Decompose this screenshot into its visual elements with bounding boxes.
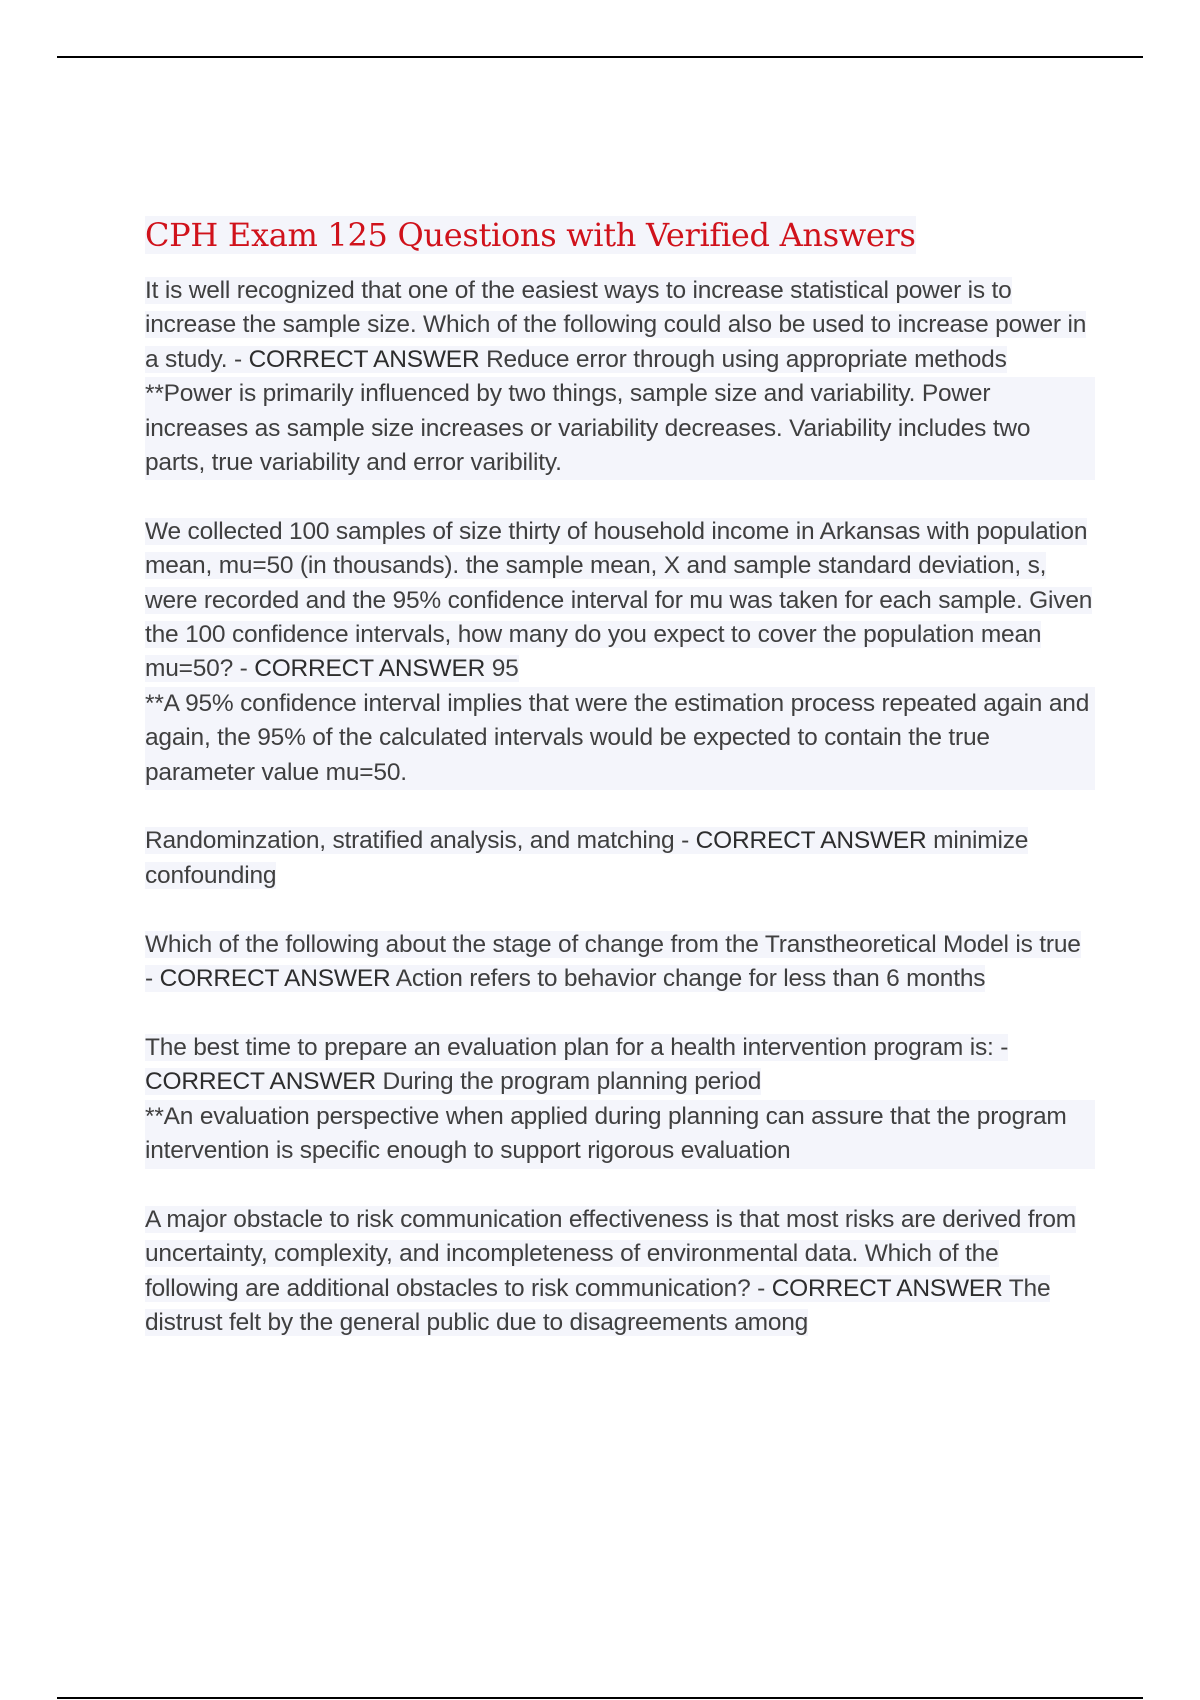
- answer-text: 95: [491, 655, 519, 683]
- document-body: [145, 212, 1095, 1375]
- qa-item-4: [145, 928, 1095, 997]
- question-text: Which of the following about the stage of change from the Transtheoretical Model is true -: [145, 930, 1081, 993]
- answer-label: CORRECT ANSWER: [159, 965, 391, 993]
- answer-label: CORRECT ANSWER: [248, 345, 480, 373]
- qa-item-6: [145, 1203, 1095, 1341]
- answer-label: CORRECT ANSWER: [145, 1068, 376, 1096]
- qa-item-1: [145, 274, 1095, 480]
- question-text: We collected 100 samples of size thirty of household income in Arkansas with population mean, mu=50 (in thousands). the sample mean, X and sample standard deviation, s, were recorded and the 95% confidence interval for mu was taken for each sample. Given the 100 confidence intervals, how many do you expect to cover the population mean mu=50? -: [145, 517, 1093, 683]
- question-text: A major obstacle to risk communication effectiveness is that most risks are derived from uncertainty, complexity, and incompleteness of environmental data. Which of the following are additional obstacles to risk communication? -: [145, 1205, 1077, 1302]
- document-title: CPH Exam 125 Questions with Verified Answers: [145, 216, 916, 254]
- header-rule: [57, 56, 1143, 58]
- answer-label: CORRECT ANSWER: [695, 827, 927, 855]
- question-text: Randominzation, stratified analysis, and matching -: [145, 827, 690, 855]
- question-text: It is well recognized that one of the easiest ways to increase statistical power is to increase the sample size. Which of the following could also be used to increase power in a study. -: [145, 277, 1087, 373]
- answer-label: CORRECT ANSWER: [254, 655, 486, 683]
- qa-item-2: [145, 515, 1095, 790]
- qa-item-3: [145, 824, 1095, 893]
- footer-rule: [57, 1697, 1143, 1699]
- answer-label: CORRECT ANSWER: [771, 1274, 1003, 1302]
- answer-text: minimize confounding: [145, 827, 1029, 889]
- question-text: The best time to prepare an evaluation plan for a health intervention program is: -: [145, 1033, 1009, 1061]
- explanation-text: **A 95% confidence interval implies that were the estimation process repeated again and again, the 95% of the calculated intervals would be expected to contain the true parameter value mu=50.: [145, 689, 1090, 786]
- explanation-text: **Power is primarily influenced by two things, sample size and variability. Power increases as sample size increases or variability decreases. Variability includes two parts, true variability and error varibility.: [145, 380, 1031, 477]
- answer-text: Reduce error through using appropriate methods: [486, 345, 1007, 373]
- answer-text: Action refers to behavior change for less than 6 months: [395, 965, 986, 993]
- answer-text: During the program planning period: [382, 1068, 762, 1096]
- answer-text: The distrust felt by the general public due to disagreements among: [145, 1274, 1051, 1337]
- qa-item-5: [145, 1031, 1095, 1169]
- explanation-text: **An evaluation perspective when applied during planning can assure that the program intervention is specific enough to support rigorous evaluation: [145, 1102, 1067, 1165]
